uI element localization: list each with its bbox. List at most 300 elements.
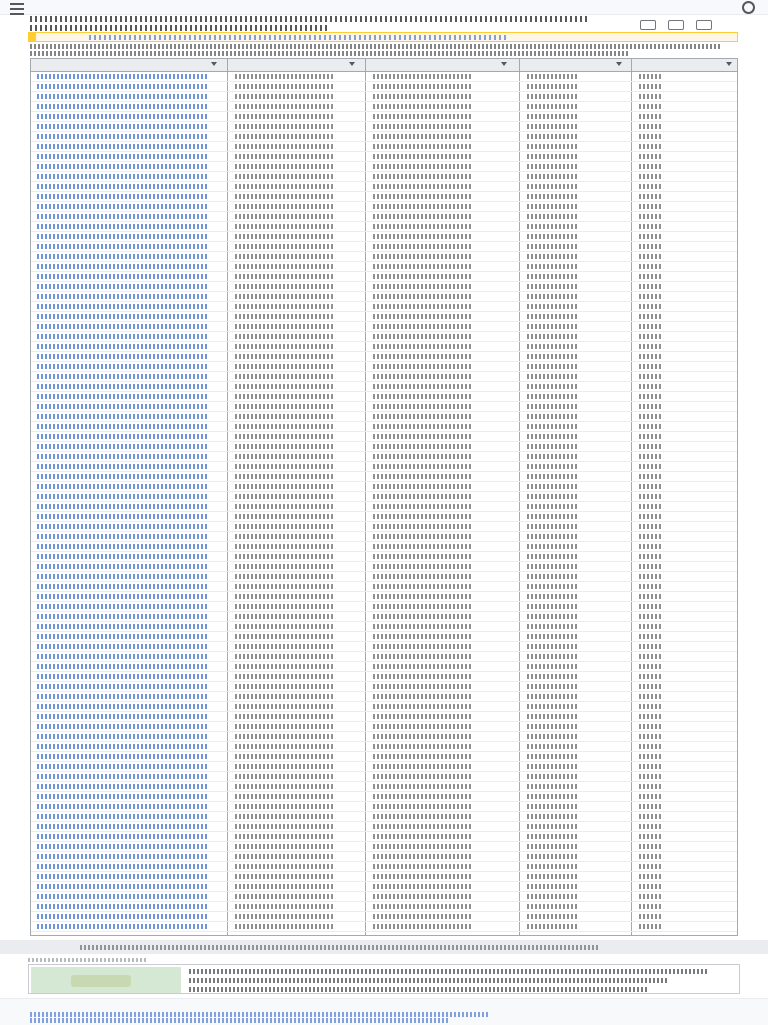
table-cell xyxy=(639,314,663,319)
search-icon[interactable] xyxy=(742,1,755,14)
city-link[interactable] xyxy=(37,714,207,719)
table-cell xyxy=(235,164,335,169)
table-row xyxy=(31,462,737,472)
map-thumbnail-image xyxy=(71,975,131,987)
table-row xyxy=(31,812,737,822)
table-cell xyxy=(373,794,473,799)
city-link[interactable] xyxy=(37,94,207,99)
sort-icon[interactable] xyxy=(211,62,217,66)
city-link[interactable] xyxy=(37,484,207,489)
city-link[interactable] xyxy=(37,514,207,519)
last-edited-bar[interactable] xyxy=(0,940,768,954)
city-link[interactable] xyxy=(37,614,207,619)
table-cell xyxy=(235,774,335,779)
city-link[interactable] xyxy=(37,474,207,479)
table-cell xyxy=(373,564,473,569)
table-cell xyxy=(527,804,577,809)
table-cell xyxy=(373,514,473,519)
table-cell xyxy=(639,344,663,349)
table-cell xyxy=(235,294,335,299)
city-link[interactable] xyxy=(37,924,207,929)
table-cell xyxy=(373,574,473,579)
table-cell xyxy=(373,194,473,199)
table-cell xyxy=(373,744,473,749)
related-article-thumbnail xyxy=(31,967,181,993)
table-cell xyxy=(527,104,577,109)
city-link[interactable] xyxy=(37,494,207,499)
city-link[interactable] xyxy=(37,104,207,109)
city-link[interactable] xyxy=(37,644,207,649)
city-link[interactable] xyxy=(37,674,207,679)
table-cell xyxy=(527,844,577,849)
table-cell xyxy=(639,554,663,559)
table-cell xyxy=(235,864,335,869)
city-link[interactable] xyxy=(37,834,207,839)
table-cell xyxy=(235,114,335,119)
notice-link[interactable] xyxy=(89,35,509,40)
table-cell xyxy=(527,234,577,239)
table-cell xyxy=(639,584,663,589)
table-row xyxy=(31,122,737,132)
table-cell xyxy=(373,124,473,129)
table-cell xyxy=(235,904,335,909)
city-link[interactable] xyxy=(37,694,207,699)
table-cell xyxy=(639,694,663,699)
table-cell xyxy=(639,734,663,739)
table-cell xyxy=(639,474,663,479)
table-cell xyxy=(235,244,335,249)
city-link[interactable] xyxy=(37,704,207,709)
city-link[interactable] xyxy=(37,824,207,829)
table-row xyxy=(31,572,737,582)
table-cell xyxy=(527,904,577,909)
city-link[interactable] xyxy=(37,274,207,279)
city-link[interactable] xyxy=(37,184,207,189)
table-cell xyxy=(639,894,663,899)
table-cell xyxy=(639,544,663,549)
city-link[interactable] xyxy=(37,344,207,349)
table-cell xyxy=(639,674,663,679)
table-cell xyxy=(373,444,473,449)
table-row xyxy=(31,132,737,142)
table-cell xyxy=(235,364,335,369)
table-cell xyxy=(527,504,577,509)
table-cell xyxy=(527,404,577,409)
city-link[interactable] xyxy=(37,144,207,149)
table-cell xyxy=(235,324,335,329)
city-link[interactable] xyxy=(37,864,207,869)
city-link[interactable] xyxy=(37,524,207,529)
table-cell xyxy=(235,234,335,239)
city-link[interactable] xyxy=(37,444,207,449)
table-cell xyxy=(527,484,577,489)
table-cell xyxy=(639,704,663,709)
table-row xyxy=(31,832,737,842)
table-row xyxy=(31,542,737,552)
table-cell xyxy=(235,304,335,309)
table-cell xyxy=(235,734,335,739)
city-link[interactable] xyxy=(37,744,207,749)
table-cell xyxy=(639,634,663,639)
table-cell xyxy=(373,474,473,479)
city-link[interactable] xyxy=(37,314,207,319)
related-article-link[interactable] xyxy=(189,987,649,992)
city-link[interactable] xyxy=(37,84,207,89)
page-title-line-2 xyxy=(30,25,330,31)
table-row xyxy=(31,502,737,512)
city-link[interactable] xyxy=(37,324,207,329)
table-cell xyxy=(639,304,663,309)
table-cell xyxy=(373,364,473,369)
sort-icon[interactable] xyxy=(349,62,355,66)
table-cell xyxy=(373,304,473,309)
table-cell xyxy=(639,334,663,339)
table-cell xyxy=(527,614,577,619)
table-cell xyxy=(639,274,663,279)
table-cell xyxy=(639,84,663,89)
city-link[interactable] xyxy=(37,634,207,639)
table-cell xyxy=(235,814,335,819)
city-link[interactable] xyxy=(37,724,207,729)
intro-text xyxy=(30,44,720,49)
city-link[interactable] xyxy=(37,654,207,659)
table-cell xyxy=(235,484,335,489)
table-row xyxy=(31,912,737,922)
table-cell xyxy=(639,664,663,669)
sort-icon[interactable] xyxy=(501,62,507,66)
table-cell xyxy=(639,374,663,379)
table-cell xyxy=(639,124,663,129)
city-link[interactable] xyxy=(37,904,207,909)
table-row xyxy=(31,262,737,272)
city-link[interactable] xyxy=(37,784,207,789)
table-cell xyxy=(373,694,473,699)
table-row xyxy=(31,552,737,562)
table-cell xyxy=(373,834,473,839)
table-cell xyxy=(639,134,663,139)
footer-links[interactable] xyxy=(30,1018,450,1023)
table-cell xyxy=(235,624,335,629)
city-link[interactable] xyxy=(37,624,207,629)
table-cell xyxy=(373,454,473,459)
page-actions xyxy=(640,20,712,30)
city-link[interactable] xyxy=(37,554,207,559)
table-cell xyxy=(235,544,335,549)
table-cell xyxy=(527,814,577,819)
city-link[interactable] xyxy=(37,174,207,179)
city-link[interactable] xyxy=(37,504,207,509)
city-link[interactable] xyxy=(37,204,207,209)
table-row xyxy=(31,492,737,502)
table-cell xyxy=(639,644,663,649)
city-link[interactable] xyxy=(37,414,207,419)
city-link[interactable] xyxy=(37,304,207,309)
table-cell xyxy=(527,164,577,169)
table-row xyxy=(31,732,737,742)
table-cell xyxy=(235,784,335,789)
city-link[interactable] xyxy=(37,384,207,389)
table-cell xyxy=(235,104,335,109)
table-cell xyxy=(373,234,473,239)
table-cell xyxy=(373,604,473,609)
related-article-link[interactable] xyxy=(189,978,669,983)
table-cell xyxy=(639,654,663,659)
table-cell xyxy=(373,404,473,409)
city-link[interactable] xyxy=(37,354,207,359)
city-link[interactable] xyxy=(37,194,207,199)
table-cell xyxy=(235,354,335,359)
table-cell xyxy=(235,704,335,709)
table-cell xyxy=(373,314,473,319)
table-cell xyxy=(639,604,663,609)
table-cell xyxy=(527,574,577,579)
city-link[interactable] xyxy=(37,404,207,409)
table-cell xyxy=(235,844,335,849)
city-link[interactable] xyxy=(37,214,207,219)
table-cell xyxy=(639,164,663,169)
table-cell xyxy=(639,234,663,239)
table-row xyxy=(31,272,737,282)
table-cell xyxy=(639,914,663,919)
city-link[interactable] xyxy=(37,584,207,589)
table-cell xyxy=(235,374,335,379)
table-cell xyxy=(373,184,473,189)
city-link[interactable] xyxy=(37,134,207,139)
table-cell xyxy=(527,344,577,349)
table-cell xyxy=(639,714,663,719)
table-row xyxy=(31,172,737,182)
table-cell xyxy=(527,634,577,639)
city-link[interactable] xyxy=(37,284,207,289)
table-cell xyxy=(527,584,577,589)
table-row xyxy=(31,472,737,482)
city-link[interactable] xyxy=(37,114,207,119)
table-cell xyxy=(639,564,663,569)
table-body xyxy=(31,72,737,936)
table-cell xyxy=(527,304,577,309)
table-cell xyxy=(235,84,335,89)
table-cell xyxy=(527,94,577,99)
table-cell xyxy=(235,554,335,559)
city-link[interactable] xyxy=(37,844,207,849)
table-cell xyxy=(527,494,577,499)
related-article-card[interactable] xyxy=(28,964,740,994)
table-cell xyxy=(527,594,577,599)
page-title xyxy=(30,16,590,22)
table-cell xyxy=(235,194,335,199)
table-cell xyxy=(527,464,577,469)
city-link[interactable] xyxy=(37,594,207,599)
related-article-link[interactable] xyxy=(189,969,709,974)
table-cell xyxy=(373,204,473,209)
table-cell xyxy=(639,204,663,209)
city-link[interactable] xyxy=(37,244,207,249)
city-link[interactable] xyxy=(37,374,207,379)
table-cell xyxy=(235,764,335,769)
table-row xyxy=(31,292,737,302)
table-cell xyxy=(373,844,473,849)
maintenance-notice xyxy=(28,32,738,42)
table-cell xyxy=(527,544,577,549)
table-row xyxy=(31,422,737,432)
table-cell xyxy=(373,104,473,109)
city-link[interactable] xyxy=(37,454,207,459)
table-cell xyxy=(639,794,663,799)
city-link[interactable] xyxy=(37,564,207,569)
table-cell xyxy=(527,144,577,149)
table-cell xyxy=(235,284,335,289)
table-row xyxy=(31,672,737,682)
table-cell xyxy=(639,744,663,749)
city-link[interactable] xyxy=(37,464,207,469)
table-row xyxy=(31,252,737,262)
table-cell xyxy=(527,854,577,859)
city-link[interactable] xyxy=(37,874,207,879)
table-cell xyxy=(235,694,335,699)
table-cell xyxy=(639,844,663,849)
table-cell xyxy=(527,84,577,89)
city-link[interactable] xyxy=(37,74,207,79)
table-cell xyxy=(527,554,577,559)
language-icon[interactable] xyxy=(640,20,656,30)
city-link[interactable] xyxy=(37,574,207,579)
edit-icon[interactable] xyxy=(696,20,712,30)
table-cell xyxy=(639,534,663,539)
city-link[interactable] xyxy=(37,364,207,369)
table-cell xyxy=(527,674,577,679)
table-cell xyxy=(373,224,473,229)
table-cell xyxy=(235,314,335,319)
table-cell xyxy=(235,214,335,219)
table-cell xyxy=(235,264,335,269)
table-cell xyxy=(527,744,577,749)
table-cell xyxy=(373,164,473,169)
city-link[interactable] xyxy=(37,914,207,919)
table-cell xyxy=(639,394,663,399)
table-cell xyxy=(639,804,663,809)
table-cell xyxy=(373,704,473,709)
table-cell xyxy=(235,334,335,339)
table-row xyxy=(31,802,737,812)
city-link[interactable] xyxy=(37,424,207,429)
city-link[interactable] xyxy=(37,394,207,399)
sort-icon[interactable] xyxy=(616,62,622,66)
table-cell xyxy=(373,284,473,289)
table-cell xyxy=(235,414,335,419)
table-row xyxy=(31,702,737,712)
city-link[interactable] xyxy=(37,164,207,169)
table-cell xyxy=(235,914,335,919)
city-link[interactable] xyxy=(37,734,207,739)
table-row xyxy=(31,152,737,162)
city-link[interactable] xyxy=(37,534,207,539)
table-cell xyxy=(639,834,663,839)
city-link[interactable] xyxy=(37,544,207,549)
table-cell xyxy=(373,174,473,179)
table-cell xyxy=(235,634,335,639)
table-cell xyxy=(527,424,577,429)
city-link[interactable] xyxy=(37,764,207,769)
table-cell xyxy=(373,724,473,729)
footer-license-text[interactable] xyxy=(30,1012,490,1017)
table-row xyxy=(31,242,737,252)
table-cell xyxy=(235,654,335,659)
city-link[interactable] xyxy=(37,794,207,799)
table-cell xyxy=(235,434,335,439)
city-link[interactable] xyxy=(37,774,207,779)
city-link[interactable] xyxy=(37,754,207,759)
table-cell xyxy=(235,574,335,579)
table-cell xyxy=(373,374,473,379)
table-cell xyxy=(373,154,473,159)
table-cell xyxy=(527,924,577,929)
table-cell xyxy=(373,424,473,429)
city-link[interactable] xyxy=(37,124,207,129)
city-link[interactable] xyxy=(37,434,207,439)
city-link[interactable] xyxy=(37,254,207,259)
table-cell xyxy=(527,644,577,649)
sort-icon[interactable] xyxy=(726,62,732,66)
table-cell xyxy=(235,924,335,929)
city-link[interactable] xyxy=(37,224,207,229)
table-cell xyxy=(527,654,577,659)
city-link[interactable] xyxy=(37,684,207,689)
city-link[interactable] xyxy=(37,854,207,859)
city-link[interactable] xyxy=(37,264,207,269)
city-link[interactable] xyxy=(37,334,207,339)
table-cell xyxy=(373,394,473,399)
table-cell xyxy=(373,654,473,659)
city-link[interactable] xyxy=(37,604,207,609)
table-cell xyxy=(235,834,335,839)
table-cell xyxy=(235,224,335,229)
table-cell xyxy=(527,174,577,179)
table-cell xyxy=(373,624,473,629)
related-articles xyxy=(28,956,740,996)
table-cell xyxy=(235,174,335,179)
table-cell xyxy=(373,294,473,299)
table-cell xyxy=(373,544,473,549)
table-cell xyxy=(373,464,473,469)
city-link[interactable] xyxy=(37,804,207,809)
table-cell xyxy=(527,824,577,829)
last-edited-text[interactable] xyxy=(80,945,600,950)
watch-icon[interactable] xyxy=(668,20,684,30)
table-cell xyxy=(639,154,663,159)
table-cell xyxy=(527,434,577,439)
city-link[interactable] xyxy=(37,154,207,159)
table-cell xyxy=(373,754,473,759)
table-cell xyxy=(639,354,663,359)
table-row xyxy=(31,142,737,152)
table-cell xyxy=(527,324,577,329)
table-row xyxy=(31,882,737,892)
city-link[interactable] xyxy=(37,664,207,669)
table-cell xyxy=(235,254,335,259)
city-link[interactable] xyxy=(37,814,207,819)
table-cell xyxy=(373,144,473,149)
table-row xyxy=(31,622,737,632)
table-cell xyxy=(639,594,663,599)
menu-icon[interactable] xyxy=(10,3,24,15)
city-link[interactable] xyxy=(37,234,207,239)
table-cell xyxy=(373,924,473,929)
table-cell xyxy=(235,444,335,449)
city-link[interactable] xyxy=(37,294,207,299)
table-cell xyxy=(235,404,335,409)
city-link[interactable] xyxy=(37,884,207,889)
city-link[interactable] xyxy=(37,894,207,899)
